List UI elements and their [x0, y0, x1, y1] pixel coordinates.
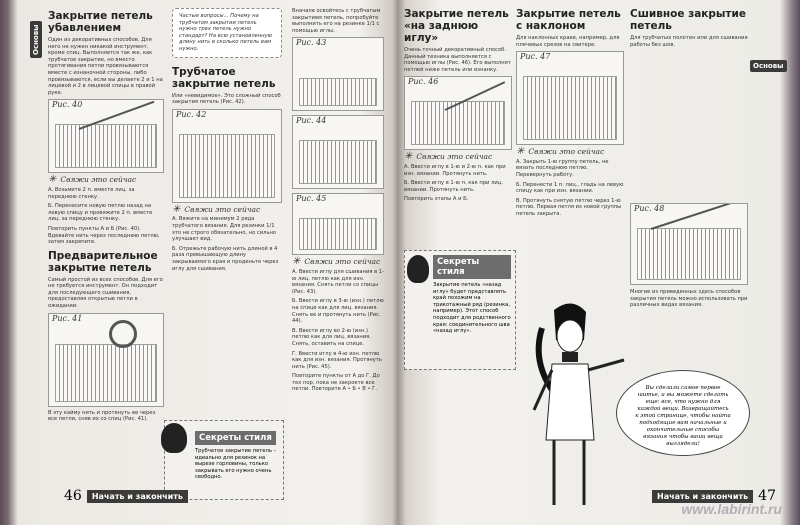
star-icon: ✳: [292, 256, 301, 268]
page-number: 46: [64, 488, 82, 504]
step: Г. Ввести иглу в 4-ю изн. петлю как для изн. вязания. Протянуть нить (Рис. 45).: [292, 350, 382, 370]
heading: Закрытие петель убавлением: [48, 10, 153, 34]
paragraph: Вначале освойтесь с трубчатым закрытием петель, попробуйте выполнить его на резинке 1/1 с помощью иглы.: [292, 8, 381, 34]
right-page: [404, 0, 784, 510]
step: А. Вяжите на минимум 2 ряда трубчатого вязания. Для резинки 1/1 это не строго обязательно, но сильно улучшает вид.: [172, 216, 277, 243]
heading: Сшивное закрытие петель: [630, 8, 746, 32]
right-col-2: [516, 8, 624, 221]
tip-text: Закрытие петель «назад иглу» будет представлять край похожим на трикотажный ряд (резинка, например). Этот способ подходит для родственного края: соединительного шва «назад иглу».: [433, 282, 511, 335]
speech-bubble: Вы сделали самое первое шитье, и вы можете сделать еще: все, что нужно для каждой вещи. Возвращайтесь к этой странице, чтобы найти подходящие вам начальные и окончательные способы вязания чтобы ваши вещи выглядели!: [616, 370, 750, 456]
paragraph: Или «невидимое». Это сложный способ закрытия петель (Рис. 42).: [172, 92, 281, 106]
figure-40: [48, 99, 164, 173]
left-col-2: [172, 8, 282, 275]
left-col-1: [48, 10, 164, 426]
figure-42: [172, 109, 282, 203]
paragraph: Для трубчатых полотен или для сшивания работы без шов.: [630, 35, 748, 48]
paragraph: Для наклонных краев, например, для плечевых срезов на свитере.: [516, 35, 620, 48]
right-col-1: [404, 8, 512, 206]
yarn-ball-icon: [109, 320, 137, 348]
section-tab: Основы: [30, 21, 42, 58]
tip-text: Трубчатое закрытие петель – идеально для резинок на вырезе горловины, только закрывать его нужно очень свободно.: [195, 448, 277, 481]
girl-icon: [407, 255, 429, 283]
star-icon: ✳: [172, 203, 181, 215]
section-name: Начать и закончить: [652, 490, 753, 503]
paragraph: Повторите пункты от А до Г. До тех пор, пока не закроете все петли. Повторите А • Б • В • Г.: [292, 373, 380, 393]
step: Б. Ввести иглу в 3-ю (изн.) петлю на спице как для лиц. вязания. Снять ее и протянуть нить (Рис. 44).: [292, 298, 384, 325]
figure-label: Рис. 40: [52, 100, 83, 110]
step: Б. Отрежьте рабочую нить длиной в 4 раза превышающую длину закрываемого края и проденьте через иглу для сшивания.: [172, 245, 279, 272]
knit-swatch: [55, 344, 157, 402]
caption: Многие из приведенных здесь способов закрытия петель можно использовать при различных видах вязания.: [630, 289, 748, 309]
step: А. Ввести иглу для сшивания в 1-ю лиц. петлю как для изн. вязания. Снять петли со спицы (Рис. 43).: [292, 268, 384, 295]
page-footer: [64, 488, 188, 504]
step: А. Ввести иглу в 1-ю и 2-ю п. как при изн. вязании. Протянуть нить.: [404, 163, 506, 177]
figure-label: Рис. 48: [634, 204, 665, 214]
paragraph: Повторить этапы А и Б.: [404, 196, 469, 203]
spacer: [630, 51, 748, 203]
knit-swatch: [55, 124, 157, 168]
faq-note: Частые вопросы... Почему на трубчатом закрытии петель нужно трех петель нужно стандарт? На всю установленную длину нить в сколько петель вам нужно.: [172, 8, 282, 58]
figure-48: [630, 203, 748, 285]
star-icon: ✳: [48, 174, 57, 186]
style-tip-box: [404, 250, 516, 370]
figure-47: [516, 51, 624, 145]
step: Б. Перенести 1 п. лиц., гладь на левую спицу как при изн. вязании.: [516, 181, 624, 195]
step: В. Ввести иглу во 2-ю (изн.) петлю как для лиц. вязания. Снять, оставить на спице.: [292, 327, 371, 347]
step: А. Закрыть 1-ю группу петель, не вязать последнюю петлю. Перевернуть работу.: [516, 158, 609, 178]
step: А. Возьмите 2 п. вместе лиц. за переднюю стенку.: [48, 186, 135, 200]
paragraph: Повторить пункты А и Б (Рис. 40). Вдевайте нить через последнюю петлю, затем закрепите.: [48, 225, 160, 246]
knit-swatch: [299, 140, 377, 184]
star-icon: ✳: [404, 151, 413, 163]
paragraph: Один из декоративных способов. Для него не нужен никакой инструмент, кроме спиц. Выполняется так же, как трубчатое закрытие, но вместо протягивания петли провязываются вместе с изнаночной стороны, либо провязываются, если вы делаете 2 и 1 на лицевой и 2 в лицевой спицы в правой руке.: [48, 37, 163, 96]
knit-swatch: [523, 76, 617, 140]
knit-swatch: [299, 78, 377, 106]
caption: В эту кайму нить и протянуть ее через все петли, сняв их со спиц (Рис. 41).: [48, 409, 156, 423]
tip-heading: Секреты стиля: [433, 255, 511, 279]
figure-label: Рис. 46: [408, 77, 439, 87]
figure-46: [404, 76, 512, 150]
watermark: www.labirint.ru: [681, 501, 782, 517]
figure-41: [48, 313, 164, 407]
figure-label: Рис. 43: [296, 38, 327, 48]
knit-swatch: [179, 134, 275, 198]
knit-swatch: [299, 218, 377, 250]
girl-icon: [161, 423, 187, 453]
heading: Закрытие петель с наклоном: [516, 8, 621, 32]
figure-label: Рис. 47: [520, 52, 551, 62]
section-name: Начать и закончить: [87, 490, 188, 503]
left-col-3: [292, 8, 384, 396]
section-tab: Основы: [750, 60, 787, 72]
knit-swatch: [411, 101, 505, 145]
figure-43: [292, 37, 384, 111]
right-col-3: [630, 8, 748, 312]
figure-45: [292, 193, 384, 255]
heading: Закрытие петель «на заднюю иглу»: [404, 8, 509, 44]
figure-label: Рис. 41: [52, 313, 83, 323]
do-it-now-banner: ✳ Свяжи это сейчас: [48, 174, 137, 186]
figure-label: Рис. 44: [296, 116, 327, 126]
paragraph: Очень точный декоративный способ. Данный техника выполняется с помощью иглы (Рис. 46). Его выполнят петлей ниже петель или изнанку.: [404, 47, 511, 73]
figure-44: [292, 115, 384, 189]
do-it-now-banner: ✳ Свяжи это сейчас: [292, 256, 381, 268]
figure-label: Рис. 42: [176, 109, 207, 119]
heading: Трубчатое закрытие петель: [172, 65, 276, 90]
tip-heading: Секреты стиля: [195, 431, 276, 445]
heading: Предварительное закрытие петель: [48, 249, 158, 274]
step: Б. Перенесите новую петлю назад на левую спицу и провяжите 2 п. вместе лиц. за переднюю стенку.: [48, 203, 153, 223]
page-number: 47: [758, 488, 776, 504]
do-it-now-banner: ✳ Свяжи это сейчас: [516, 146, 605, 158]
do-it-now-banner: ✳ Свяжи это сейчас: [404, 151, 493, 163]
figure-label: Рис. 45: [296, 194, 327, 204]
step: В. Протянуть снятую петлю через 1-ю петлю. Первая петля из новой группы петель закрыта.: [516, 197, 622, 217]
step: Б. Ввести иглу в 1-ю п. как при лиц. вязании. Протянуть нить.: [404, 180, 503, 193]
star-icon: ✳: [516, 146, 525, 158]
do-it-now-banner: ✳ Свяжи это сейчас: [172, 203, 261, 215]
knit-swatch: [637, 228, 741, 280]
paragraph: Самый простой из всех способов. Для его не требуется инструмент. Он подходит для последующего сшивания, предоставляя открытые петли в ожидании.: [48, 276, 163, 310]
left-page: [14, 0, 390, 510]
